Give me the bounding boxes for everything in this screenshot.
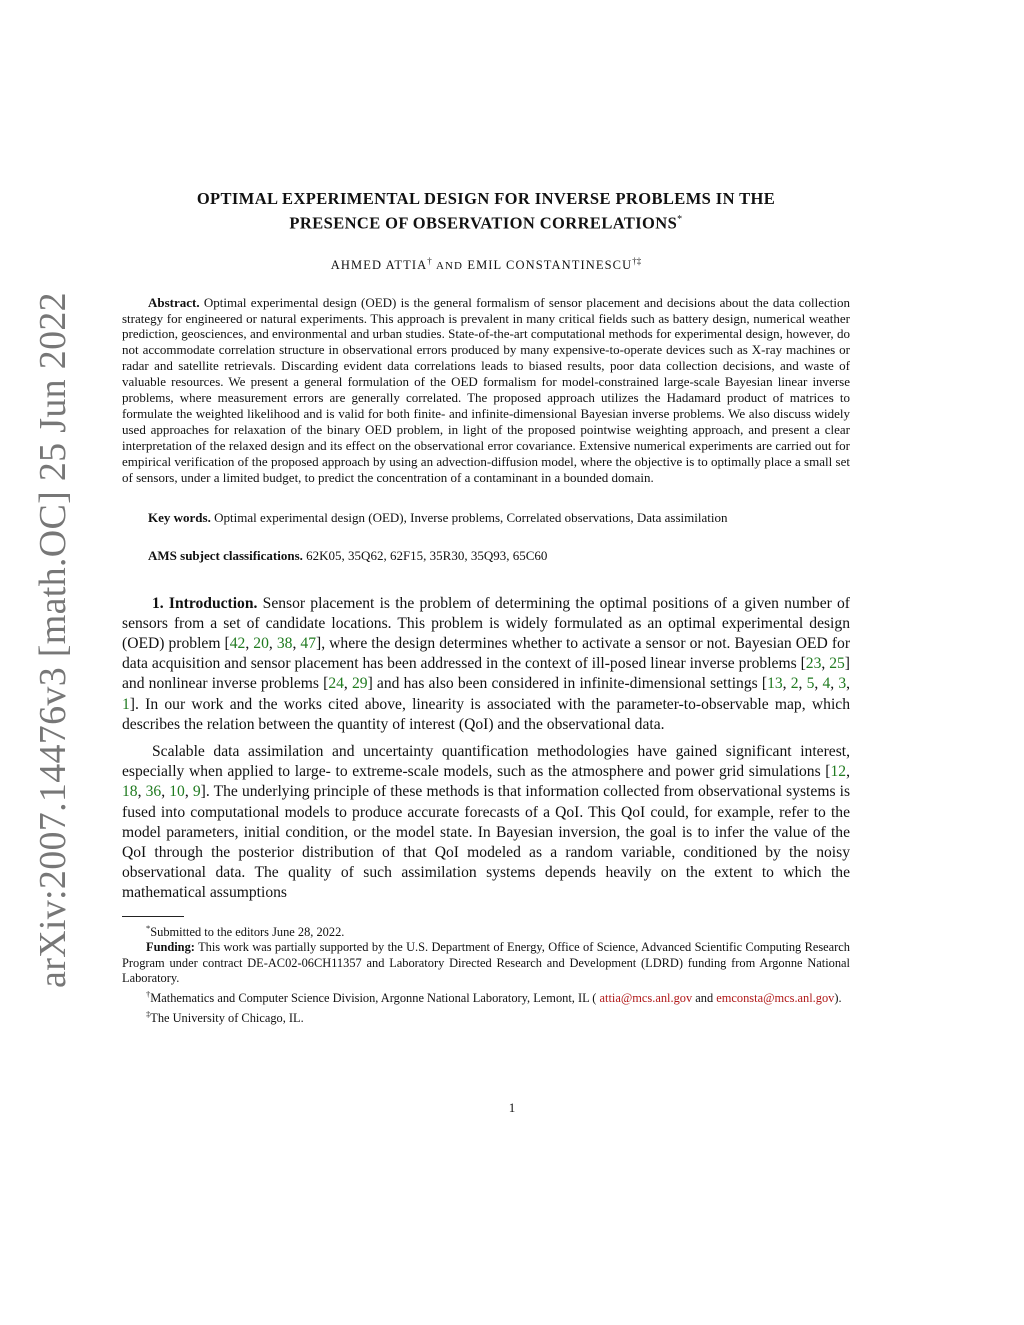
author-conjunction: AND [435, 259, 464, 272]
citation-link[interactable]: 5 [806, 675, 815, 693]
intro-p1-text-3: ] and nonlinear inverse problems [ [122, 655, 850, 693]
citation-link[interactable]: 1 [122, 695, 130, 713]
citation-link[interactable]: 4 [822, 675, 831, 693]
citation-link[interactable]: 9 [192, 783, 201, 801]
intro-p1-text-2: ], where the design determines whether to activate a sensor or not. Bayesian OED for data acquisition and sensor placement has been addressed in the context of ill-posed linear inverse problems [ [122, 634, 851, 673]
citation-link[interactable]: 2 [790, 675, 799, 693]
footnotes [122, 921, 850, 1027]
author-2-mark: †‡ [632, 255, 642, 266]
keywords-label: Key words. [148, 509, 211, 525]
footnote-divider [122, 916, 184, 917]
ams-classifications [122, 548, 850, 564]
footnote-submitted-text: Submitted to the editors June 28, 2022. [150, 924, 345, 939]
citation-link[interactable]: 42 [229, 634, 246, 652]
citation-link[interactable]: 20 [253, 634, 269, 652]
intro-p1-text-5: ]. In our work and the works cited above, linearity is associated with the parameter-to-observable map, which describes the relation between the quantity of interest (QoI) and the observational data. [122, 695, 850, 733]
footnote-affiliation-1 [122, 987, 850, 1007]
citation-link[interactable]: 13 [767, 675, 783, 693]
ams-label: AMS subject classifications. [148, 547, 303, 563]
citation-link[interactable]: 10 [169, 783, 185, 801]
title-footnote-mark: * [677, 214, 683, 225]
footnote-submitted [122, 921, 850, 941]
email-link[interactable]: emconsta@mcs.anl.gov [716, 991, 835, 1006]
citation-link[interactable]: 23 [805, 655, 822, 673]
footnote-affiliation-2 [122, 1007, 850, 1027]
footnote-mark: ‡ [146, 1008, 151, 1019]
arxiv-identifier-stamp: arXiv:2007.14476v3 [math.OC] 25 Jun 2022 [32, 292, 74, 988]
section-heading-introduction: 1. Introduction. [152, 594, 258, 612]
footnote-mark: * [146, 922, 151, 933]
abstract-label: Abstract. [148, 294, 200, 310]
author-1-mark: † [427, 255, 432, 266]
funding-label: Funding: [146, 940, 195, 955]
affiliation-1-text: Mathematics and Computer Science Division, Argonne National Laboratory, Lemont, IL ( [150, 991, 597, 1006]
footnote-and: and [695, 991, 714, 1006]
abstract [122, 295, 850, 486]
intro-p1-text-1: Sensor placement is the problem of determining the optimal positions of a given number of sensors from a set of candidate locations. This problem is widely formulated as an optimal experimental design (OED) problem [ [122, 594, 850, 652]
citation-link[interactable]: 25 [829, 655, 845, 673]
citation-link[interactable]: 3 [838, 675, 847, 693]
citation-link[interactable]: 29 [351, 675, 368, 693]
citation-link[interactable]: 36 [145, 783, 162, 801]
keywords-text: Optimal experimental design (OED), Inverse problems, Correlated observations, Data assimilation [214, 509, 728, 525]
paper-title [122, 188, 850, 234]
citation-link[interactable]: 38 [276, 634, 293, 652]
affiliation-1-end: ). [834, 991, 842, 1006]
ams-text: 62K05, 35Q62, 62F15, 35R30, 35Q93, 65C60 [306, 547, 548, 563]
citation-link[interactable]: 47 [300, 634, 316, 652]
intro-paragraph-1: 1. Introduction. Sensor placement is the problem of determining the optimal positions of a given number of sensors from a set of candidate locations. This problem is widely formulated as an optimal experimental design (OED) problem [42, 20, 38, 47], where the design determines whether to activate a sensor or not. Bayesian OED for data acquisition and sensor placement has been addressed in the context of ill-posed linear inverse problems [23, 25] and nonlinear inverse problems [24, 29] and has also been considered in infinite-dimensional settings [13, 2, 5, 4, 3, 1]. In our work and the works cited above, linearity is associated with the parameter-to-observable map, which describes the relation between the quantity of interest (QoI) and the observational data. [122, 594, 851, 733]
funding-text: This work was partially supported by the U.S. Department of Energy, Office of Science, Advanced Scientific Computing Research Program under contract DE-AC02-06CH11357 and Laboratory Directed Research and Development (LDRD) funding from Argonne National Laboratory. [122, 940, 851, 986]
page-number: 1 [508, 1100, 516, 1115]
citation-link[interactable]: 12 [830, 763, 847, 781]
citation-link[interactable]: 24 [328, 675, 344, 693]
abstract-text: Optimal experimental design (OED) is the general formalism of sensor placement and decisions about the data collection strategy for engineered or natural experiments. This approach is prevalent in many critical fields such as battery design, numerical weather prediction, geosciences, and environmental and urban studies. State-of-the-art computational methods for experimental design, however, do not accommodate correlation structure in observational errors produced by many expensive-to-operate devices such as X-ray machines or radar and satellite retrievals. Discarding evident data correlations leads to biased results, poor data collection decisions, and waste of valuable resources. We present a general formulation of the OED formalism for model-constrained large-scale Bayesian linear inverse problems, where measurement errors are generally correlated. The proposed approach utilizes the Hadamard product of matrices to formulate the weighted likelihood and is valid for both finite- and infinite-dimensional Bayesian inverse problems. We also discuss widely used approaches for relaxation of the binary OED problem, in light of the proposed pointwise weighting approach, and present a clear interpretation of the relaxed design and its effect on the observational error covariance. Extensive numerical experiments are carried out for empirical verification of the proposed approach by using an advection-diffusion model, where the objective is to optimally place a small set of sensors, under a limited budget, to predict the concentration of a contaminant in a bounded domain. [122, 294, 851, 485]
intro-p1-text-4: ] and has also been considered in infinite-dimensional settings [ [367, 675, 768, 693]
intro-p2-text-1: Scalable data assimilation and uncertainty quantification methodologies have gained significant interest, especially when applied to large- to extreme-scale models, such as the atmosphere and power grid simulations [ [122, 742, 850, 781]
email-link[interactable]: attia@mcs.anl.gov [599, 991, 693, 1006]
intro-p2-text-2: ]. The underlying principle of these methods is that information collected from observational systems is fused into computational models to produce accurate forecasts of a QoI. This QoI could, for example, refer to the model parameters, initial condition, or the model state. In Bayesian inversion, the goal is to infer the value of the QoI through the posterior distribution of that QoI modeled as a random variable, conditioned by the noisy observational data. The quality of such assimilation systems depends heavily on the extent to which the mathematical assumptions [122, 783, 851, 902]
author-list [122, 256, 850, 273]
citation-link[interactable]: 18 [122, 783, 138, 801]
author-2: EMIL CONSTANTINESCU [467, 257, 633, 272]
intro-paragraph-2: Scalable data assimilation and uncertainty quantification methodologies have gained significant interest, especially when applied to large- to extreme-scale models, such as the atmosphere and power grid simulations [12, 18, 36, 10, 9]. The underlying principle of these methods is that information collected from observational systems is fused into computational models to produce accurate forecasts of a QoI. This QoI could, for example, refer to the model parameters, initial condition, or the model state. In Bayesian inversion, the goal is to infer the value of the QoI through the posterior distribution of that QoI modeled as a random variable, conditioned by the noisy observational data. The quality of such assimilation systems depends heavily on the extent to which the mathematical assumptions [122, 742, 851, 902]
author-1: AHMED ATTIA [330, 257, 428, 272]
title-line-2: PRESENCE OF OBSERVATION CORRELATIONS [289, 213, 678, 233]
title-line-1: OPTIMAL EXPERIMENTAL DESIGN FOR INVERSE PROBLEMS IN THE [196, 189, 776, 208]
affiliation-2-text: The University of Chicago, IL. [150, 1010, 304, 1025]
footnote-funding [122, 940, 850, 987]
footnote-mark: † [146, 989, 151, 1000]
paper-page [122, 188, 850, 1027]
keywords [122, 510, 850, 526]
